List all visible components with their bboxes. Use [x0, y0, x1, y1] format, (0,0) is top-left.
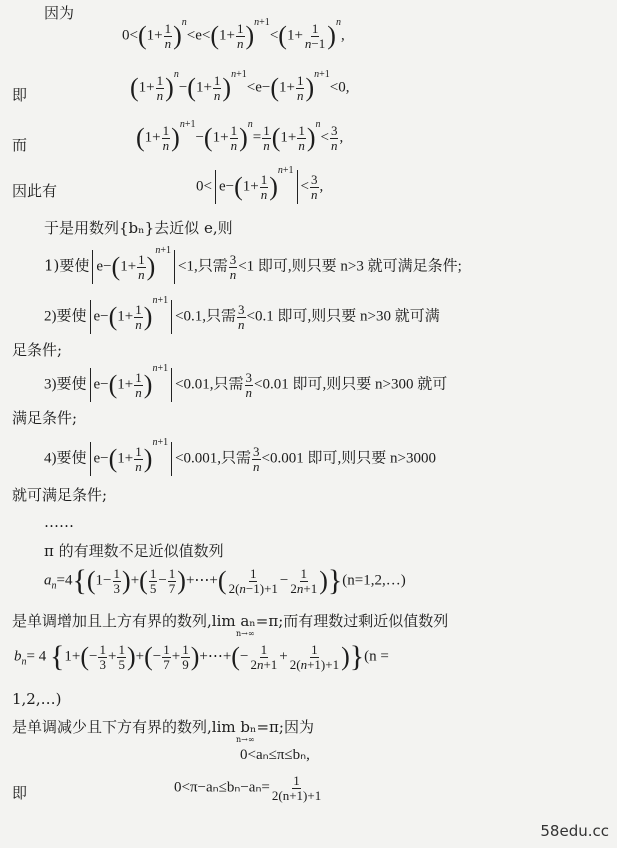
intro-text: 于是用数列{bₙ}去近似 e,则 [44, 219, 233, 237]
pi-intro: π 的有理数不足近似值数列 [44, 542, 224, 560]
formula-4: 0< e−(1+ $\frac{1}{n}$ )$^{n+1}$< $\frac{3}{n}$ , [196, 170, 323, 204]
an-tail: (n=1,2,…) [342, 572, 406, 589]
formula-an: $a_n=4\{(1-$ $\frac{1}{3}$ )+( $\frac{1}{5}$ − $\frac{1}{7}$ )+⋯+( $\frac{1}{2(n-1)+1}$ − $\frac{1}{2n+1}$ )}(n=1,2,…) [44, 564, 406, 597]
item-4-continue: 就可满足条件; [12, 486, 108, 504]
label-ji: 即 [12, 86, 28, 104]
lim-b: lim bₙ=π;因为 [211, 718, 314, 736]
bn-tail: (n = [364, 648, 389, 665]
item-4-tail: <0.001 即可,则只要 n>3000 [261, 450, 436, 467]
label-yinciyou: 因此有 [12, 182, 58, 200]
item-4: 4)要使 e−(1+ $\frac{1}{n}$ )$^{n+1}$<0.001,只需 $\frac{3}{n}$ <0.001 即可,则只要 n>3000 [44, 442, 436, 476]
item-2-cond: <0.1,只需 [175, 308, 237, 325]
mono-dec-line [12, 720, 314, 735]
label-er: 而 [12, 136, 28, 154]
ellipsis: …… [44, 513, 74, 531]
item-2-label: 2)要使 [44, 308, 87, 325]
label-yinwei: 因为 [44, 4, 75, 22]
item-1-tail: <1 即可,则只要 n>3 就可满足条件; [238, 258, 462, 275]
item-2-tail: <0.1 即可,则只要 n>30 就可满 [246, 308, 440, 325]
item-3-tail: <0.01 即可,则只要 n>300 就可 [254, 376, 448, 393]
item-2: 2)要使 e−(1+ $\frac{1}{n}$ )$^{n+1}$<0.1,只需 $\frac{3}{n}$ <0.1 即可,则只要 n>30 就可满 [44, 300, 440, 334]
last-denominator: 2(n+1)+1 [271, 787, 322, 803]
formula-bn: $b_n= 4$ {1+(− $\frac{1}{3}$ + $\frac{1}{5}$ )+(− $\frac{1}{7}$ + $\frac{1}{9}$ )+⋯+(− $\frac{1}{2n+1}$ + $\frac{1}{2(n+1)+1}$ )}(n = [14, 640, 389, 673]
mono-inc: 是单调增加且上方有界的数列, [12, 612, 212, 630]
label-ji-2: 即 [12, 784, 28, 802]
lim-a-subscript: n→∞ [236, 629, 255, 638]
item-1-cond: <1,只需 [177, 258, 228, 275]
lim-a: lim aₙ=π;而有理数过剩近似值数列 [211, 612, 449, 630]
watermark: 58edu.cc [540, 822, 609, 840]
formula-1: 0<(1+ $\frac{1}{n}$ )$^n$<e<(1+ $\frac{1}{n}$ )$^{n+1}$<(1+ $\frac{1}{n-1}$ )$^n$, [122, 17, 345, 51]
mono-dec: 是单调减少且下方有界的数列, [12, 718, 212, 736]
item-2-continue: 足条件; [12, 341, 63, 359]
inequality-final: 0<aₙ≤π≤bₙ, [240, 747, 310, 763]
item-3-label: 3)要使 [44, 376, 87, 393]
bn-tail-continue: 1,2,…) [12, 690, 62, 708]
lim-b-subscript: n→∞ [236, 735, 255, 744]
item-1: 1)要使 e−(1+ $\frac{1}{n}$ )$^{n+1}$<1,只需 $\frac{3}{n}$ <1 即可,则只要 n>3 就可满足条件; [44, 250, 462, 284]
formula-3: (1+ $\frac{1}{n}$ )$^{n+1}$−(1+ $\frac{1}{n}$ )$^n$= $\frac{1}{n}$ (1+ $\frac{1}{n}$ )$^n$< $\frac{3}{n}$ , [136, 119, 344, 153]
formula-2: (1+ $\frac{1}{n}$ )$^n$−(1+ $\frac{1}{n}$ )$^{n+1}$<e−(1+ $\frac{1}{n}$ )$^{n+1}$<0, [130, 69, 350, 103]
item-3: 3)要使 e−(1+ $\frac{1}{n}$ )$^{n+1}$<0.01,只需 $\frac{3}{n}$ <0.01 即可,则只要 n>300 就可 [44, 368, 447, 402]
item-4-label: 4)要使 [44, 450, 87, 467]
item-3-continue: 满足条件; [12, 409, 78, 427]
item-4-cond: <0.001,只需 [175, 450, 252, 467]
mono-inc-line [12, 614, 448, 629]
item-3-cond: <0.01,只需 [175, 376, 244, 393]
formula-last: 0<π−aₙ≤bₙ−aₙ= $\frac{1}{2(n+1)+1}$ [174, 773, 322, 803]
last-lhs: 0<π−aₙ≤bₙ−aₙ= [174, 779, 270, 796]
item-1-label: 1)要使 [44, 256, 90, 275]
